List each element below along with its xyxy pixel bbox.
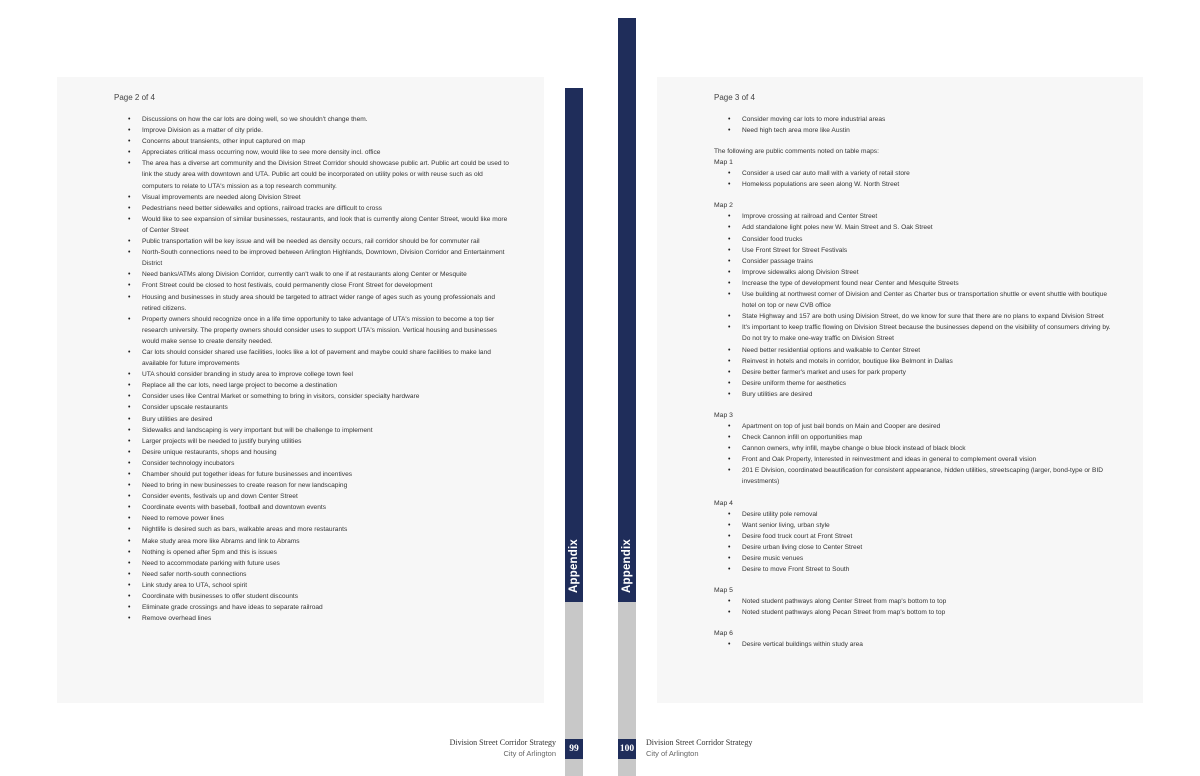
- list-item: • Desire vertical buildings within study area: [742, 639, 1113, 650]
- list-item: • Eliminate grade crossings and have ideas to separate railroad: [142, 602, 514, 613]
- right-page-content: [714, 93, 1113, 650]
- maps-container: [714, 157, 1113, 650]
- page-number-badge: 99: [565, 739, 583, 759]
- map-bullet-list: [714, 639, 1113, 650]
- map-label: Map 2: [714, 202, 733, 210]
- list-item: • 201 E Division, coordinated beautification for consistent appearance, hidden utilities, streetscaping (larger, bond-type or BID investments): [742, 465, 1113, 487]
- list-item: • Apartment on top of just bail bonds on Main and Cooper are desired: [742, 421, 1113, 432]
- appendix-label: Appendix: [621, 539, 633, 593]
- list-item: • Use Front Street for Street Festivals: [742, 245, 1113, 256]
- list-item: • Make study area more like Abrams and link to Abrams: [142, 536, 514, 547]
- map-bullet-list: [714, 421, 1113, 488]
- list-item: • Appreciates critical mass occurring now, would like to see more density incl. office: [142, 147, 514, 158]
- footer-subtitle: City of Arlington: [646, 749, 699, 758]
- list-item: • Consider events, festivals up and down Center Street: [142, 491, 514, 502]
- appendix-label: Appendix: [568, 539, 580, 593]
- list-item: • Sidewalks and landscaping is very important but will be challenge to implement: [142, 425, 514, 436]
- list-item: • It's important to keep traffic flowing on Division Street because the businesses depend on the visibility of consumers driving by. Do not try to make one-way traffic on Division Street: [742, 322, 1113, 344]
- list-item: • Bury utilities are desired: [142, 414, 514, 425]
- list-item: • Property owners should recognize once in a life time opportunity to take advantage of UTA's mission to become a top tier research university. The property owners should consider uses to support UTA's mission. Vertical housing and businesses would make sense to create density needed.: [142, 314, 514, 347]
- list-item: • Consider technology incubators: [142, 458, 514, 469]
- list-item: • Increase the type of development found near Center and Mesquite Streets: [742, 278, 1113, 289]
- list-item: • Desire uniform theme for aesthetics: [742, 378, 1113, 389]
- list-item: • Check Cannon infill on opportunities map: [742, 432, 1113, 443]
- spacer: [714, 618, 1113, 628]
- left-page-panel: [57, 77, 544, 703]
- list-item: • Use building at northwest corner of Division and Center as Charter bus or transportation shuttle or event shuttle with boutique hotel on top or new CVB office: [742, 289, 1113, 311]
- list-item: • Cannon owners, why infill, maybe change o blue block instead of black block: [742, 443, 1113, 454]
- list-item: • Coordinate events with baseball, football and downtown events: [142, 502, 514, 513]
- list-item: • Discussions on how the car lots are doing well, so we shouldn't change them.: [142, 114, 514, 125]
- footer-title: Division Street Corridor Strategy: [646, 738, 753, 747]
- appendix-sidebar-right: [618, 18, 636, 776]
- page-label: Page 2 of 4: [114, 93, 155, 102]
- list-item: • Consider a used car auto mall with a variety of retail store: [742, 168, 1113, 179]
- list-item: • Improve crossing at railroad and Center Street: [742, 211, 1113, 222]
- list-item: • Need to bring in new businesses to create reason for new landscaping: [142, 480, 514, 491]
- list-item: • Improve sidewalks along Division Street: [742, 267, 1113, 278]
- spacer: [714, 575, 1113, 585]
- intro-bullet-list: [714, 114, 1113, 136]
- list-item: • Public transportation will be key issue and will be needed as density occurs, rail corridor should be for commuter rail: [142, 236, 514, 247]
- spacer: [714, 488, 1113, 498]
- list-item: • Desire music venues: [742, 553, 1113, 564]
- list-item: • Bury utilities are desired: [742, 389, 1113, 400]
- list-item: • Car lots should consider shared use facilities, looks like a lot of pavement and maybe could share facilities to make land available for future improvements: [142, 347, 514, 369]
- map-label: Map 5: [714, 587, 733, 595]
- right-page-panel: [657, 77, 1143, 703]
- list-item: • Desire food truck court at Front Street: [742, 531, 1113, 542]
- map-label: Map 6: [714, 630, 733, 638]
- list-item: • Consider moving car lots to more industrial areas: [742, 114, 1113, 125]
- spacer: [714, 136, 1113, 146]
- list-item: • Housing and businesses in study area should be targeted to attract wider range of ages such as young professionals and retired citizens.: [142, 292, 514, 314]
- list-item: • Homeless populations are seen along W. North Street: [742, 179, 1113, 190]
- spacer: [714, 190, 1113, 200]
- list-item: • Consider upscale restaurants: [142, 402, 514, 413]
- appendix-sidebar-left: [565, 88, 583, 776]
- map-bullet-list: [714, 211, 1113, 400]
- list-item: • Remove overhead lines: [142, 613, 514, 624]
- list-item: • Nightlife is desired such as bars, walkable areas and more restaurants: [142, 524, 514, 535]
- list-item: • Visual improvements are needed along Division Street: [142, 192, 514, 203]
- list-item: • North-South connections need to be improved between Arlington Highlands, Downtown, Division Corridor and Entertainment District: [142, 247, 514, 269]
- sidebar-navy-band: [565, 88, 583, 602]
- list-item: • Pedestrians need better sidewalks and options, railroad tracks are difficult to cross: [142, 203, 514, 214]
- list-item: • Want senior living, urban style: [742, 520, 1113, 531]
- page-number-badge: 100: [618, 739, 636, 759]
- list-item: • Front Street could be closed to host festivals, could permanently close Front Street for development: [142, 280, 514, 291]
- list-item: • Coordinate with businesses to offer student discounts: [142, 591, 514, 602]
- left-bullet-list: [114, 114, 514, 624]
- list-item: • Replace all the car lots, need large project to become a destination: [142, 380, 514, 391]
- intro-text: The following are public comments noted on table maps:: [714, 148, 879, 156]
- list-item: • Need banks/ATMs along Division Corridor, currently can't walk to one if at restaurants along Center or Mesquite: [142, 269, 514, 280]
- list-item: • Front and Oak Property, Interested in reinvestment and ideas in general to complement overall vision: [742, 454, 1113, 465]
- map-label: Map 1: [714, 159, 733, 167]
- map-label: Map 3: [714, 411, 733, 419]
- list-item: • Need better residential options and walkable to Center Street: [742, 345, 1113, 356]
- list-item: • Desire to move Front Street to South: [742, 564, 1113, 575]
- list-item: • Noted student pathways along Pecan Street from map's bottom to top: [742, 607, 1113, 618]
- list-item: • Desire better farmer's market and uses for park property: [742, 367, 1113, 378]
- list-item: • Consider uses like Central Market or something to bring in visitors, consider specialty hardware: [142, 391, 514, 402]
- spacer: [714, 400, 1113, 410]
- list-item: • Concerns about transients, other input captured on map: [142, 136, 514, 147]
- list-item: • Chamber should put together ideas for future businesses and incentives: [142, 469, 514, 480]
- list-item: • The area has a diverse art community and the Division Street Corridor should showcase public art. Public art could be used to link the study area with downtown and UTA. Public art could be incorporated on utility poles or with reuse such as old computers to relate to UTA's mission as a top research community.: [142, 158, 514, 191]
- list-item: • Improve Division as a matter of city pride.: [142, 125, 514, 136]
- map-bullet-list: [714, 168, 1113, 190]
- left-page-content: [114, 93, 514, 624]
- map-bullet-list: [714, 596, 1113, 618]
- list-item: • State Highway and 157 are both using Division Street, do we know for sure that there are no plans to expand Division Street: [742, 311, 1113, 322]
- list-item: • Desire urban living close to Center Street: [742, 542, 1113, 553]
- list-item: • UTA should consider branding in study area to improve college town feel: [142, 369, 514, 380]
- list-item: • Desire unique restaurants, shops and housing: [142, 447, 514, 458]
- footer-title: Division Street Corridor Strategy: [449, 738, 556, 747]
- list-item: • Reinvest in hotels and motels in corridor, boutique like Belmont in Dallas: [742, 356, 1113, 367]
- list-item: • Need high tech area more like Austin: [742, 125, 1113, 136]
- list-item: • Link study area to UTA, school spirit: [142, 580, 514, 591]
- list-item: • Nothing is opened after 5pm and this is issues: [142, 547, 514, 558]
- page-label: Page 3 of 4: [714, 93, 755, 102]
- footer-subtitle: City of Arlington: [503, 749, 556, 758]
- list-item: • Need to accommodate parking with future uses: [142, 558, 514, 569]
- list-item: • Consider passage trains: [742, 256, 1113, 267]
- list-item: • Need to remove power lines: [142, 513, 514, 524]
- map-bullet-list: [714, 509, 1113, 576]
- footer-right: [646, 738, 752, 759]
- map-label: Map 4: [714, 499, 733, 507]
- sidebar-navy-band: [618, 18, 636, 602]
- list-item: • Noted student pathways along Center Street from map's bottom to top: [742, 596, 1113, 607]
- list-item: • Would like to see expansion of similar businesses, restaurants, and look that is currently along Center Street, would like more of Center Street: [142, 214, 514, 236]
- footer-left: [450, 738, 556, 759]
- list-item: • Need safer north-south connections: [142, 569, 514, 580]
- list-item: • Larger projects will be needed to justify burying utilities: [142, 436, 514, 447]
- list-item: • Add standalone light poles new W. Main Street and S. Oak Street: [742, 222, 1113, 233]
- list-item: • Consider food trucks: [742, 234, 1113, 245]
- list-item: • Desire utility pole removal: [742, 509, 1113, 520]
